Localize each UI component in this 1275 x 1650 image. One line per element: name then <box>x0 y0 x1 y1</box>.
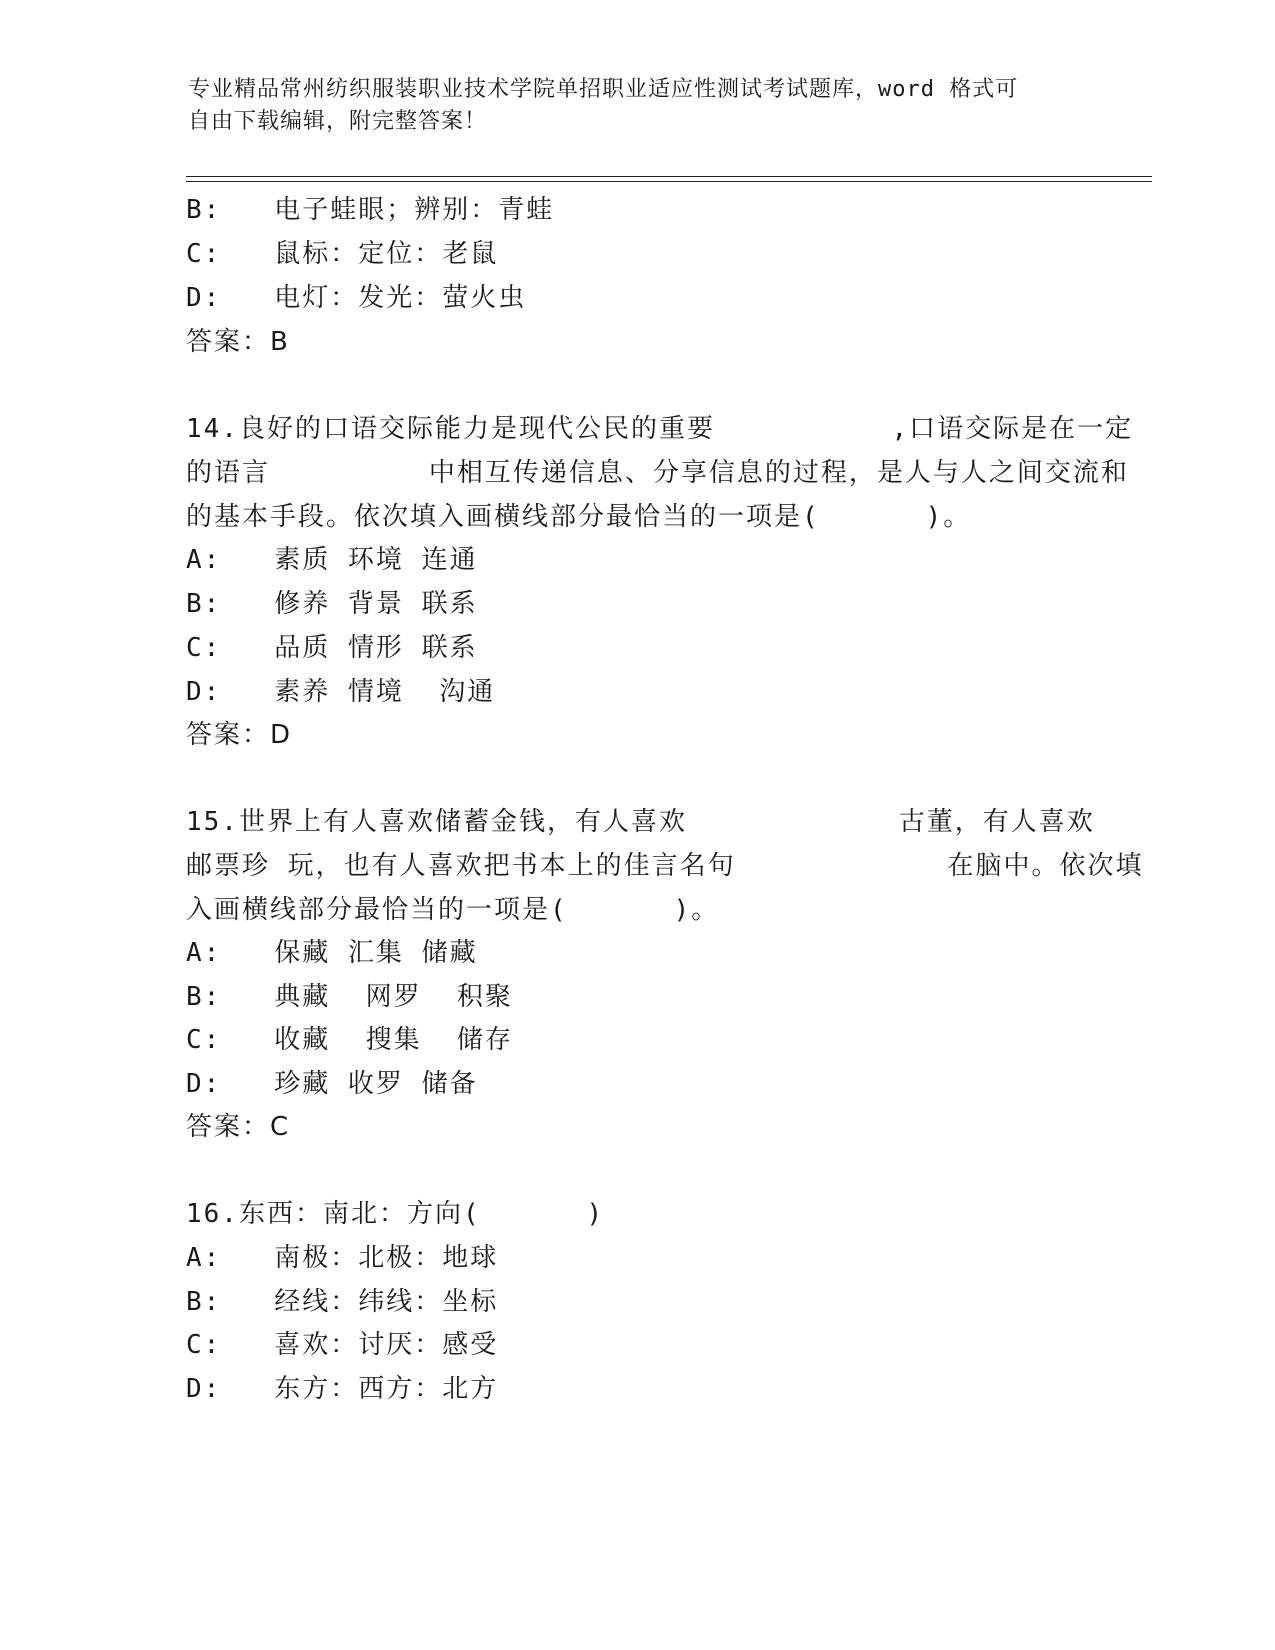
q15-answer: 答案：C <box>186 1112 291 1142</box>
q16-option-b: B: 经线：纬线：坐标 <box>186 1287 499 1317</box>
header-line-2: 自由下载编辑，附完整答案！ <box>188 109 488 134</box>
q14-answer: 答案：D <box>186 720 293 750</box>
q16-option-d: D: 东方：西方：北方 <box>186 1374 499 1404</box>
document-header <box>188 74 1088 138</box>
q13-option-d: D: 电灯：发光：萤火虫 <box>186 283 527 313</box>
q14-option-b: B: 修养 背景 联系 <box>186 589 478 619</box>
q14-option-a: A: 素质 环境 连通 <box>186 545 478 575</box>
header-divider-bottom <box>186 181 1152 182</box>
q15-stem-line-2: 邮票珍 玩，也有人喜欢把书本上的佳言名句 在脑中。依次填 <box>186 851 1144 881</box>
q13-answer: 答案：B <box>186 327 290 357</box>
header-line-1: 专业精品常州纺织服装职业技术学院单招职业适应性测试考试题库，word 格式可 <box>188 77 1019 102</box>
q14-stem-line-2: 的语言 中相互传递信息、分享信息的过程，是人与人之间交流和 <box>186 458 1129 488</box>
q15-stem-line-1: 15.世界上有人喜欢储蓄金钱，有人喜欢 古董，有人喜欢 <box>186 807 1095 837</box>
q15-option-b: B: 典藏 网罗 积聚 <box>186 982 513 1012</box>
q14-option-d: D: 素养 情境 沟通 <box>186 677 496 707</box>
q15-option-c: C: 收藏 搜集 储存 <box>186 1025 513 1055</box>
q15-stem-line-3: 入画横线部分最恰当的一项是( )。 <box>186 895 720 925</box>
q13-option-c: C: 鼠标：定位：老鼠 <box>186 239 499 269</box>
q16-option-c: C: 喜欢：讨厌：感受 <box>186 1330 499 1360</box>
q15-option-a: A: 保藏 汇集 储藏 <box>186 938 478 968</box>
q16-option-a: A: 南极：北极：地球 <box>186 1243 499 1273</box>
q14-stem-line-3: 的基本手段。依次填入画横线部分最恰当的一项是( )。 <box>186 502 972 532</box>
q16-stem-line-1: 16.东西：南北：方向( ) <box>186 1199 605 1229</box>
q14-stem-line-1: 14.良好的口语交际能力是现代公民的重要 ,口语交际是在一定 <box>186 414 1134 444</box>
q13-option-b: B: 电子蛙眼；辨别：青蛙 <box>186 195 555 225</box>
q14-option-c: C: 品质 情形 联系 <box>186 633 478 663</box>
q15-option-d: D: 珍藏 收罗 储备 <box>186 1069 478 1099</box>
header-divider-top <box>186 176 1152 177</box>
